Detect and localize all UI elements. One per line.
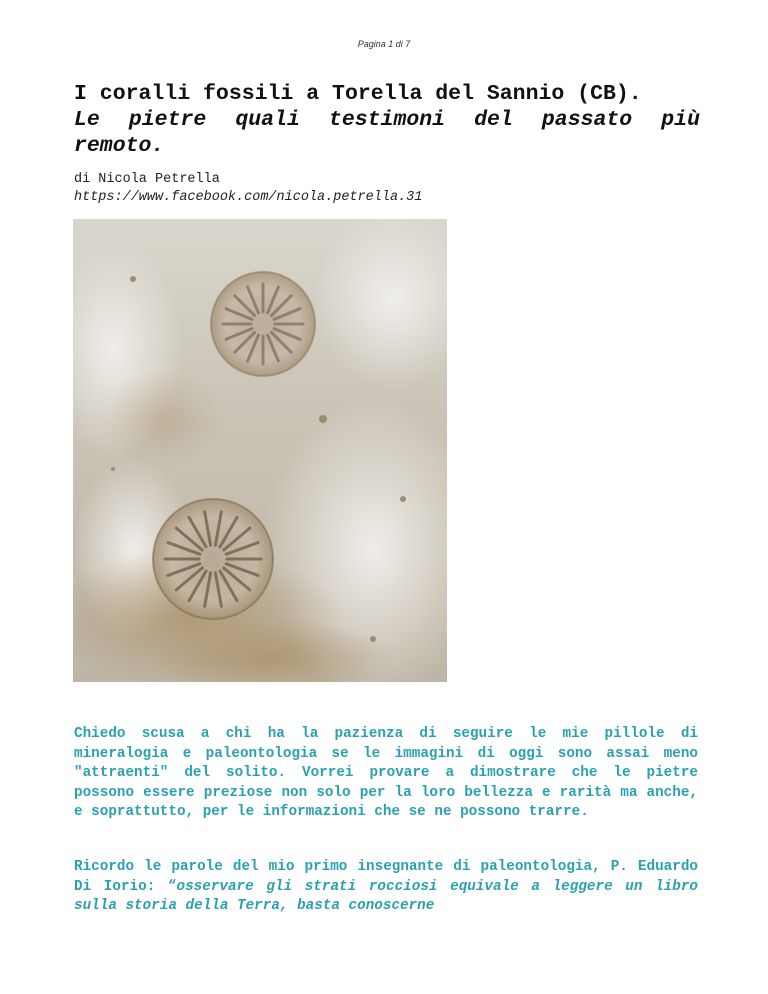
paragraph-2-lead: Ricordo le parole del mio primo insegnante di paleontologia, P. Eduardo Di Iorio: “ <box>74 859 698 895</box>
author-url-link[interactable]: https://www.facebook.com/nicola.petrella.31 <box>74 190 423 205</box>
article-subtitle: Le pietre quali testimoni del passato più remoto. <box>74 108 700 158</box>
page-number: Pagina 1 di 7 <box>357 39 411 49</box>
byline <box>74 171 422 207</box>
paragraph-1: Chiedo scusa a chi ha la pazienza di seguire le mie pillole di mineralogia e paleontologia se le immagini di oggi sono assai meno "attraenti" del solito. Vorrei provare a dimostrare che le pietre possono essere preziose non solo per la loro bellezza e rarità ma anche, e soprattutto, per le informazioni che se ne possono trarre. <box>74 726 698 820</box>
article-title-block <box>74 81 700 159</box>
author: di Nicola Petrella <box>74 172 220 187</box>
paragraph-2 <box>74 858 698 917</box>
paragraph-2-quote: osservare gli strati rocciosi equivale a leggere un libro sulla storia della Terra, basta conoscerne <box>74 878 698 914</box>
article-title: I coralli fossili a Torella del Sannio (CB). <box>74 82 642 106</box>
coral-fossil-photo <box>73 219 447 682</box>
